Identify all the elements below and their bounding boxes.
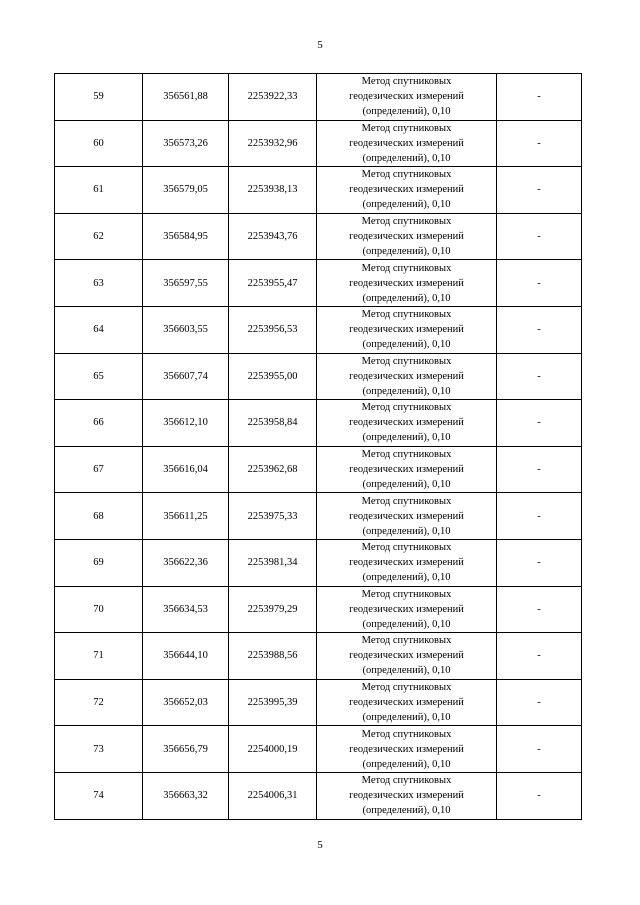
note-text: - [537,650,541,662]
y-coordinate-text: 2253955,47 [247,277,298,289]
x-coordinate-cell [143,446,229,493]
note-text: - [537,184,541,196]
method-accuracy-text: Метод спутниковых геодезических измерений (определений), 0,10 [349,402,464,444]
method-accuracy-cell [317,772,497,819]
method-accuracy-cell [317,539,497,586]
method-accuracy-text: Метод спутниковых геодезических измерений (определений), 0,10 [349,262,464,304]
x-coordinate-text: 356656,79 [163,743,208,755]
y-coordinate-cell [229,306,317,353]
y-coordinate-cell [229,260,317,307]
point-number-text: 71 [93,650,104,662]
x-coordinate-text: 356622,36 [163,557,208,569]
note-text: - [537,790,541,802]
y-coordinate-cell [229,74,317,121]
method-accuracy-cell [317,120,497,167]
note-text: - [537,277,541,289]
x-coordinate-cell [143,400,229,447]
x-coordinate-cell [143,167,229,214]
point-number-text: 61 [93,184,104,196]
x-coordinate-text: 356616,04 [163,464,208,476]
y-coordinate-cell [229,772,317,819]
point-number-cell [55,167,143,214]
y-coordinate-text: 2253932,96 [247,137,298,149]
point-number-cell [55,772,143,819]
table-row [55,679,582,726]
x-coordinate-text: 356644,10 [163,650,208,662]
method-accuracy-cell [317,74,497,121]
point-number-cell [55,726,143,773]
x-coordinate-text: 356612,10 [163,417,208,429]
table-row [55,539,582,586]
point-number-text: 63 [93,277,104,289]
point-number-cell [55,446,143,493]
method-accuracy-cell [317,213,497,260]
y-coordinate-cell [229,446,317,493]
table-row [55,772,582,819]
x-coordinate-cell [143,120,229,167]
note-cell [497,633,582,680]
point-number-cell [55,306,143,353]
method-accuracy-text: Метод спутниковых геодезических измерений (определений), 0,10 [349,775,464,817]
table-row [55,400,582,447]
method-accuracy-cell [317,493,497,540]
x-coordinate-text: 356611,25 [163,510,208,522]
page-number-top: 5 [317,39,323,51]
x-coordinate-text: 356603,55 [163,324,208,336]
point-number-text: 67 [93,464,104,476]
method-accuracy-cell [317,353,497,400]
y-coordinate-cell [229,726,317,773]
note-cell [497,400,582,447]
x-coordinate-text: 356597,55 [163,277,208,289]
table-row [55,167,582,214]
coordinates-table-body [55,74,582,820]
table-row [55,353,582,400]
point-number-text: 64 [93,324,104,336]
x-coordinate-cell [143,633,229,680]
point-number-cell [55,353,143,400]
note-cell [497,167,582,214]
point-number-cell [55,633,143,680]
y-coordinate-cell [229,539,317,586]
point-number-cell [55,120,143,167]
method-accuracy-cell [317,586,497,633]
y-coordinate-cell [229,633,317,680]
x-coordinate-cell [143,772,229,819]
method-accuracy-text: Метод спутниковых геодезических измерений (определений), 0,10 [349,495,464,537]
table-row [55,306,582,353]
method-accuracy-text: Метод спутниковых геодезических измерений (определений), 0,10 [349,542,464,584]
x-coordinate-cell [143,539,229,586]
x-coordinate-cell [143,213,229,260]
x-coordinate-cell [143,260,229,307]
y-coordinate-text: 2253995,39 [247,697,298,709]
y-coordinate-text: 2253958,84 [247,417,298,429]
point-number-text: 66 [93,417,104,429]
point-number-text: 72 [93,697,104,709]
y-coordinate-text: 2253955,00 [247,370,298,382]
table-row [55,493,582,540]
x-coordinate-text: 356663,32 [163,790,208,802]
note-cell [497,306,582,353]
y-coordinate-cell [229,493,317,540]
method-accuracy-cell [317,260,497,307]
method-accuracy-cell [317,446,497,493]
x-coordinate-text: 356579,05 [163,184,208,196]
method-accuracy-text: Метод спутниковых геодезических измерений (определений), 0,10 [349,682,464,724]
y-coordinate-text: 2253962,68 [247,464,298,476]
x-coordinate-text: 356607,74 [163,370,208,382]
method-accuracy-text: Метод спутниковых геодезических измерений (определений), 0,10 [349,76,464,118]
method-accuracy-text: Метод спутниковых геодезических измерений (определений), 0,10 [349,635,464,677]
table-row [55,726,582,773]
coordinates-table [54,73,582,820]
note-text: - [537,697,541,709]
method-accuracy-cell [317,726,497,773]
point-number-text: 65 [93,370,104,382]
y-coordinate-text: 2254006,31 [247,790,298,802]
note-cell [497,120,582,167]
point-number-cell [55,493,143,540]
table-row [55,260,582,307]
x-coordinate-text: 356652,03 [163,697,208,709]
note-cell [497,353,582,400]
x-coordinate-text: 356584,95 [163,231,208,243]
x-coordinate-text: 356634,53 [163,603,208,615]
table-row [55,120,582,167]
method-accuracy-text: Метод спутниковых геодезических измерений (определений), 0,10 [349,355,464,397]
y-coordinate-cell [229,120,317,167]
y-coordinate-cell [229,400,317,447]
y-coordinate-text: 2253922,33 [247,91,298,103]
note-text: - [537,137,541,149]
method-accuracy-text: Метод спутниковых геодезических измерений (определений), 0,10 [349,169,464,211]
x-coordinate-text: 356573,26 [163,137,208,149]
note-text: - [537,464,541,476]
note-cell [497,679,582,726]
x-coordinate-cell [143,74,229,121]
y-coordinate-text: 2253956,53 [247,324,298,336]
x-coordinate-text: 356561,88 [163,91,208,103]
page-number-bottom: 5 [317,839,323,851]
method-accuracy-cell [317,679,497,726]
note-cell [497,260,582,307]
y-coordinate-cell [229,586,317,633]
note-text: - [537,91,541,103]
method-accuracy-text: Метод спутниковых геодезических измерений (определений), 0,10 [349,588,464,630]
table-row [55,74,582,121]
point-number-cell [55,400,143,447]
note-cell [497,446,582,493]
method-accuracy-cell [317,633,497,680]
note-text: - [537,510,541,522]
note-text: - [537,603,541,615]
note-cell [497,213,582,260]
point-number-text: 74 [93,790,104,802]
method-accuracy-text: Метод спутниковых геодезических измерений (определений), 0,10 [349,309,464,351]
point-number-cell [55,539,143,586]
method-accuracy-cell [317,167,497,214]
note-cell [497,586,582,633]
point-number-text: 60 [93,137,104,149]
method-accuracy-text: Метод спутниковых геодезических измерений (определений), 0,10 [349,728,464,770]
note-cell [497,493,582,540]
point-number-text: 70 [93,603,104,615]
x-coordinate-cell [143,353,229,400]
note-text: - [537,324,541,336]
method-accuracy-text: Метод спутниковых геодезических измерений (определений), 0,10 [349,449,464,491]
y-coordinate-text: 2253979,29 [247,603,298,615]
point-number-text: 73 [93,743,104,755]
point-number-cell [55,586,143,633]
y-coordinate-text: 2253943,76 [247,231,298,243]
y-coordinate-text: 2253988,56 [247,650,298,662]
y-coordinate-cell [229,167,317,214]
table-row [55,586,582,633]
y-coordinate-cell [229,213,317,260]
method-accuracy-text: Метод спутниковых геодезических измерений (определений), 0,10 [349,216,464,258]
table-row [55,633,582,680]
point-number-text: 62 [93,231,104,243]
note-cell [497,74,582,121]
point-number-cell [55,260,143,307]
point-number-text: 69 [93,557,104,569]
note-cell [497,726,582,773]
note-cell [497,539,582,586]
point-number-cell [55,679,143,726]
x-coordinate-cell [143,726,229,773]
note-text: - [537,370,541,382]
y-coordinate-cell [229,679,317,726]
note-text: - [537,231,541,243]
point-number-cell [55,213,143,260]
x-coordinate-cell [143,493,229,540]
note-text: - [537,557,541,569]
method-accuracy-cell [317,400,497,447]
method-accuracy-text: Метод спутниковых геодезических измерений (определений), 0,10 [349,122,464,164]
note-text: - [537,417,541,429]
method-accuracy-cell [317,306,497,353]
y-coordinate-cell [229,353,317,400]
y-coordinate-text: 2253981,34 [247,557,298,569]
note-text: - [537,743,541,755]
point-number-text: 59 [93,91,104,103]
point-number-cell [55,74,143,121]
x-coordinate-cell [143,679,229,726]
note-cell [497,772,582,819]
y-coordinate-text: 2253975,33 [247,510,298,522]
table-row [55,213,582,260]
x-coordinate-cell [143,586,229,633]
y-coordinate-text: 2253938,13 [247,184,298,196]
x-coordinate-cell [143,306,229,353]
y-coordinate-text: 2254000,19 [247,743,298,755]
point-number-text: 68 [93,510,104,522]
table-row [55,446,582,493]
